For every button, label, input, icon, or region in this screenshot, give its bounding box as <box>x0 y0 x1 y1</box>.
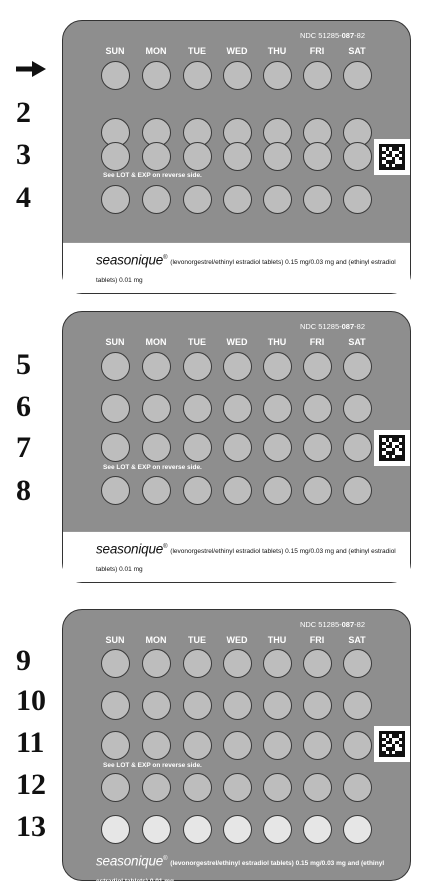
pill-blister <box>183 61 212 90</box>
pill-blister <box>343 773 372 802</box>
pill-blister <box>223 476 252 505</box>
pill-blister <box>343 61 372 90</box>
pill-blister <box>263 61 292 90</box>
pill-blister <box>183 433 212 462</box>
day-sat: SAT <box>348 635 366 645</box>
pill-blister <box>142 691 171 720</box>
pill-blister <box>183 649 212 678</box>
ndc-number: NDC 51285-087-82 <box>299 620 365 629</box>
pill-blister <box>142 649 171 678</box>
pill-blister <box>303 352 332 381</box>
data-matrix-code-icon <box>374 726 410 762</box>
pill-blister <box>343 433 372 462</box>
week-label-11: 11 <box>16 726 45 759</box>
pill-blister <box>183 394 212 423</box>
day-wed: WED <box>226 337 248 347</box>
drug-description: (levonorgestrel/ethinyl estradiol tablets) 0.15 mg/0.03 mg and (ethinyl estradiol tablets) 0.01 mg <box>96 548 396 573</box>
pill-blister <box>101 433 130 462</box>
pill-blister <box>223 394 252 423</box>
lot-exp-note: See LOT & EXP on reverse side. <box>103 762 202 769</box>
pill-blister <box>101 394 130 423</box>
week-label-13: 13 <box>16 810 46 843</box>
pill-blister <box>223 433 252 462</box>
week-label-7: 7 <box>16 431 31 464</box>
lot-exp-note: See LOT & EXP on reverse side. <box>103 464 202 471</box>
pill-blister <box>263 394 292 423</box>
day-mon: MON <box>145 337 167 347</box>
pill-blister <box>263 815 292 844</box>
week-label-12: 12 <box>16 768 46 801</box>
pill-blister <box>303 815 332 844</box>
week-label-9: 9 <box>16 644 31 677</box>
data-matrix-code-icon <box>374 139 410 175</box>
pill-blister <box>303 649 332 678</box>
pill-blister <box>303 142 332 171</box>
pill-blister <box>223 649 252 678</box>
day-sat: SAT <box>348 46 366 56</box>
pill-blister <box>343 691 372 720</box>
week-label-10: 10 <box>16 684 46 717</box>
pill-blister <box>142 731 171 760</box>
label-footer <box>63 242 410 293</box>
day-sun: SUN <box>105 635 125 645</box>
pill-blister <box>223 352 252 381</box>
day-wed: WED <box>226 46 248 56</box>
week-label-8: 8 <box>16 474 31 507</box>
pill-blister <box>303 476 332 505</box>
ndc-number: NDC 51285-087-82 <box>299 322 365 331</box>
pill-blister <box>263 731 292 760</box>
pill-blister <box>303 394 332 423</box>
pill-blister <box>142 61 171 90</box>
pill-blister <box>101 691 130 720</box>
blister-card-1 <box>62 20 411 294</box>
day-sat: SAT <box>348 337 366 347</box>
pill-blister <box>183 773 212 802</box>
pill-blister <box>101 142 130 171</box>
pill-blister <box>183 476 212 505</box>
pill-blister <box>263 476 292 505</box>
brand-name: seasonique® <box>96 541 168 557</box>
pill-blister <box>183 815 212 844</box>
pill-blister <box>101 61 130 90</box>
blister-card-3 <box>62 609 411 885</box>
day-thu: THU <box>267 337 287 347</box>
day-thu: THU <box>267 635 287 645</box>
pill-blister <box>303 773 332 802</box>
pill-blister <box>263 142 292 171</box>
pill-blister <box>263 691 292 720</box>
ndc-number: NDC 51285-087-82 <box>299 31 365 40</box>
pill-blister <box>101 476 130 505</box>
label-footer <box>63 531 410 582</box>
pill-blister <box>183 691 212 720</box>
week-label-5: 5 <box>16 348 31 381</box>
pill-blister <box>303 433 332 462</box>
pill-blister <box>223 185 252 214</box>
day-tue: TUE <box>188 337 206 347</box>
arrow-right-icon <box>16 61 46 77</box>
pill-blister <box>223 815 252 844</box>
pill-blister <box>263 433 292 462</box>
day-mon: MON <box>145 635 167 645</box>
pill-blister <box>183 352 212 381</box>
pill-blister <box>142 773 171 802</box>
lot-exp-note: See LOT & EXP on reverse side. <box>103 172 202 179</box>
pill-blister <box>101 815 130 844</box>
drug-description: (levonorgestrel/ethinyl estradiol tablets) 0.15 mg/0.03 mg and (ethinyl estradiol tablets) 0.01 mg <box>96 860 385 885</box>
day-fri: FRI <box>309 46 325 56</box>
week-label-3: 3 <box>16 138 31 171</box>
brand-name: seasonique® <box>96 853 168 869</box>
weekday-header <box>63 635 410 647</box>
pill-blister <box>183 731 212 760</box>
day-sun: SUN <box>105 46 125 56</box>
week-label-2: 2 <box>16 96 31 129</box>
pill-blister <box>101 352 130 381</box>
pill-blister <box>101 773 130 802</box>
day-thu: THU <box>267 46 287 56</box>
pill-blister <box>223 691 252 720</box>
day-wed: WED <box>226 635 248 645</box>
pill-blister <box>142 185 171 214</box>
pill-blister <box>343 142 372 171</box>
day-fri: FRI <box>309 337 325 347</box>
pill-blister <box>263 649 292 678</box>
label-footer <box>63 848 410 885</box>
pill-blister <box>343 394 372 423</box>
day-tue: TUE <box>188 46 206 56</box>
pill-blister <box>183 142 212 171</box>
pill-blister <box>223 731 252 760</box>
pill-blister <box>223 61 252 90</box>
week-label-4: 4 <box>16 181 31 214</box>
pill-blister <box>263 352 292 381</box>
pill-blister <box>101 649 130 678</box>
pill-blister <box>142 476 171 505</box>
pill-blister <box>303 691 332 720</box>
pill-blister <box>142 394 171 423</box>
pill-blister <box>142 815 171 844</box>
pill-blister <box>263 185 292 214</box>
pill-blister <box>303 185 332 214</box>
pill-blister <box>303 731 332 760</box>
data-matrix-code-icon <box>374 430 410 466</box>
pill-blister <box>343 476 372 505</box>
pill-blister <box>223 773 252 802</box>
pill-blister <box>303 61 332 90</box>
pill-blister <box>343 815 372 844</box>
day-tue: TUE <box>188 635 206 645</box>
day-sun: SUN <box>105 337 125 347</box>
day-mon: MON <box>145 46 167 56</box>
week-label-6: 6 <box>16 390 31 423</box>
blister-card-2 <box>62 311 411 583</box>
pill-blister <box>343 731 372 760</box>
pill-blister <box>263 773 292 802</box>
drug-description: (levonorgestrel/ethinyl estradiol tablets) 0.15 mg/0.03 mg and (ethinyl estradiol tablets) 0.01 mg <box>96 259 396 284</box>
brand-name: seasonique® <box>96 252 168 268</box>
pill-blister <box>183 185 212 214</box>
weekday-header <box>63 337 410 349</box>
pill-blister <box>142 433 171 462</box>
weekday-header <box>63 46 410 58</box>
pill-blister <box>101 185 130 214</box>
pill-blister <box>343 352 372 381</box>
pill-blister <box>142 142 171 171</box>
pill-blister <box>223 142 252 171</box>
pill-blister <box>343 185 372 214</box>
pill-blister <box>101 731 130 760</box>
pill-blister <box>142 352 171 381</box>
pill-blister <box>343 649 372 678</box>
day-fri: FRI <box>309 635 325 645</box>
